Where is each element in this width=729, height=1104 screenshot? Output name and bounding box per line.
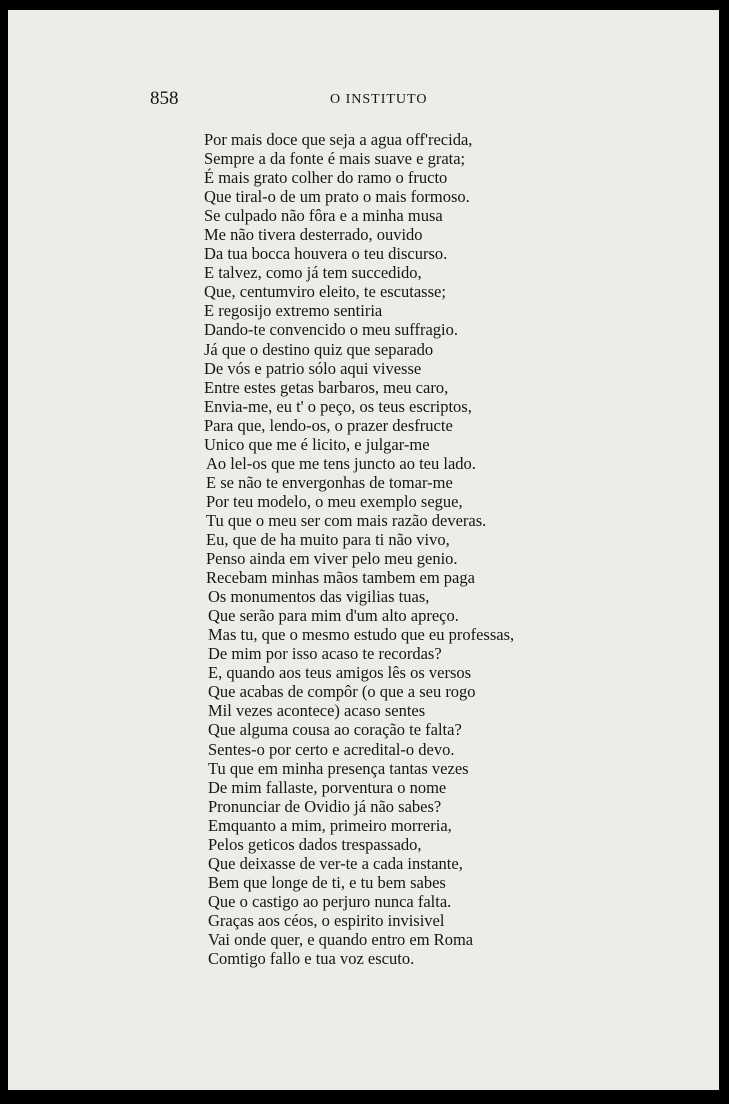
page-number: 858 <box>150 88 179 109</box>
verse-line: Eu, que de ha muito para ti não vivo, <box>206 529 450 549</box>
verse-line: Comtigo fallo e tua voz escuto. <box>208 949 415 969</box>
verse-line: Dando-te convencido o meu suffragio. <box>204 320 458 340</box>
verse-line: Bem que longe de ti, e tu bem sabes <box>208 872 446 892</box>
verse-line: É mais grato colher do ramo o fructo <box>204 168 448 188</box>
verse-line: Envia-me, eu t' o peço, os teus escriptos, <box>204 396 472 416</box>
verse-line: Tu que em minha presença tantas vezes <box>208 758 469 778</box>
verse-line: Já que o destino quiz que separado <box>204 339 434 359</box>
verse-line: Por teu modelo, o meu exemplo segue, <box>206 491 463 511</box>
poem-text <box>204 130 644 968</box>
verse-line: Por mais doce que seja a agua off'recida, <box>204 130 473 149</box>
verse-line: Pronunciar de Ovidio já não sabes? <box>208 796 442 816</box>
verse-line: Pelos geticos dados trespassado, <box>208 834 422 854</box>
verse-line: De mim fallaste, porventura o nome <box>208 777 447 797</box>
verse-line: Graças aos céos, o espirito invisivel <box>208 910 445 930</box>
page-header <box>8 88 719 118</box>
verse-line: Que tiral-o de um prato o mais formoso. <box>204 187 470 207</box>
verse-line: Que alguma cousa ao coração te falta? <box>208 720 462 740</box>
verse-line: Mas tu, que o mesmo estudo que eu professas, <box>208 625 515 645</box>
verse-line: Que acabas de compôr (o que a seu rogo <box>208 682 476 702</box>
verse-line: Vai onde quer, e quando entro em Roma <box>208 929 474 949</box>
verse-line: E talvez, como já tem succedido, <box>204 263 422 283</box>
verse-line: Os monumentos das vigilias tuas, <box>208 587 430 607</box>
verse-line: Tu que o meu ser com mais razão deveras. <box>206 510 487 530</box>
verse-line: Sempre a da fonte é mais suave e grata; <box>204 149 466 169</box>
verse-line: De vós e patrio sólo aqui vivesse <box>204 358 422 378</box>
verse-line: E regosijo extremo sentiria <box>204 301 383 321</box>
verse-line: Unico que me é licito, e julgar-me <box>204 434 430 454</box>
verse-line: E se não te envergonhas de tomar-me <box>206 472 453 492</box>
verse-line: E, quando aos teus amigos lês os versos <box>208 663 472 683</box>
verse-line: Que serão para mim d'um alto apreço. <box>208 606 459 626</box>
verse-line: Para que, lendo-os, o prazer desfructe <box>204 415 453 435</box>
verse-line: Que o castigo ao perjuro nunca falta. <box>208 891 452 911</box>
verse-line: Emquanto a mim, primeiro morreria, <box>208 815 452 835</box>
verse-line: Penso ainda em viver pelo meu genio. <box>206 549 458 569</box>
verse-line: Me não tivera desterrado, ouvido <box>204 225 423 245</box>
verse-line: Recebam minhas mãos tambem em paga <box>206 568 475 588</box>
verse-line: Se culpado não fôra e a minha musa <box>204 206 443 226</box>
verse-line: Ao lel-os que me tens juncto ao teu lado. <box>206 453 476 473</box>
verse-line: Sentes-o por certo e acredital-o devo. <box>208 739 455 759</box>
running-title: O INSTITUTO <box>330 92 428 107</box>
verse-line: Entre estes getas barbaros, meu caro, <box>204 377 449 397</box>
verse-line: Que, centumviro eleito, te escutasse; <box>204 282 446 302</box>
verse-line: Que deixasse de ver-te a cada instante, <box>208 853 463 873</box>
verse-line: Da tua bocca houvera o teu discurso. <box>204 244 448 264</box>
verse-line: Mil vezes acontece) acaso sentes <box>208 701 426 721</box>
book-page <box>8 10 719 1090</box>
verse-line: De mim por isso acaso te recordas? <box>208 644 442 664</box>
